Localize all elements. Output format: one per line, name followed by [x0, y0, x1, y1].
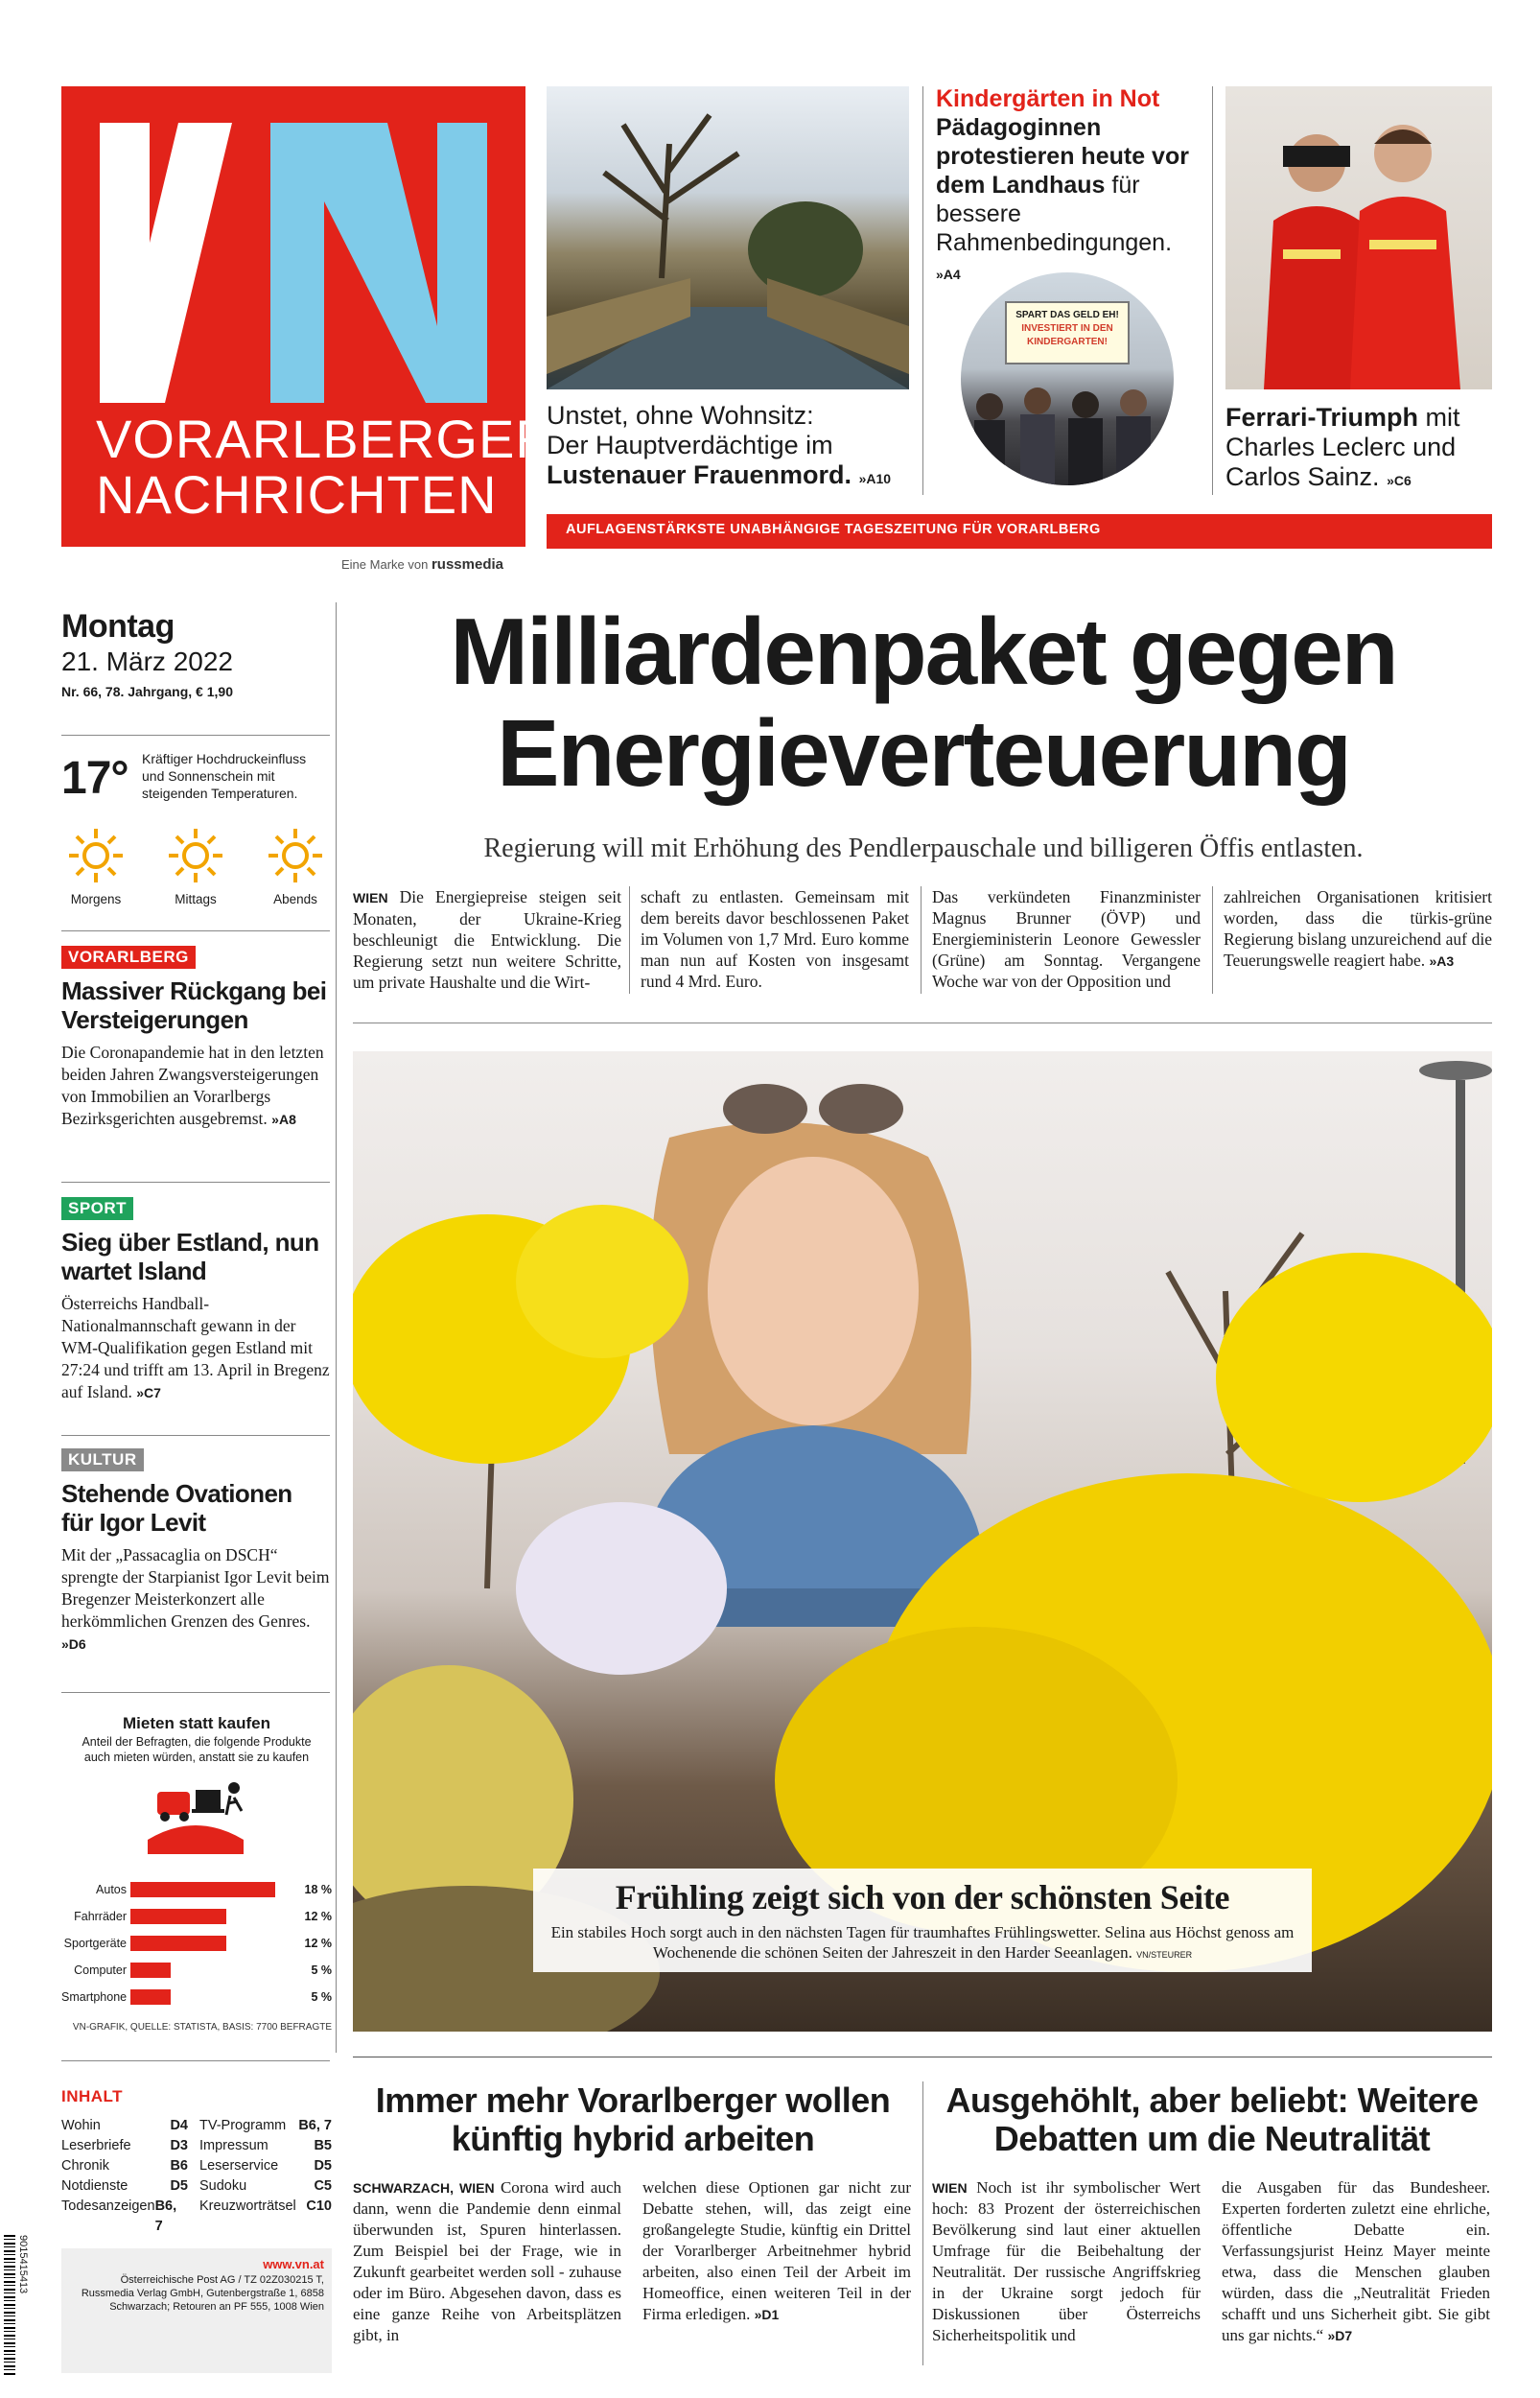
- toc-entry[interactable]: Todesanzeigen B6, 7: [61, 2198, 177, 2234]
- tree-icon: [547, 86, 909, 389]
- brand-name: russmedia: [431, 556, 503, 573]
- sun-icon: [167, 827, 224, 884]
- teaser-1-ref: »A10: [858, 471, 892, 486]
- chart-title: Mieten statt kaufen: [123, 1714, 270, 1732]
- article-neutrality-col-1-text: Noch ist ihr symbolischer Wert hoch: 83 Prozent der österreichischen Bevölkerung sind laut einer aktuellen Umfrage für die Beibehaltung der Neutralität. Der russische Angriffskrieg in der Ukraine sorgt jedoch für Diskussionen über Österreichs Sicherheitspolitik und: [932, 2178, 1201, 2344]
- chart-source: VN-GRAFIK, QUELLE: STATISTA, BASIS: 7700 BEFRAGTE: [72, 2022, 332, 2033]
- sidebar-story[interactable]: [61, 1197, 330, 1404]
- article-hybrid-col-2-text: welchen diese Optionen gar nicht zur Debatte stehen, will, das zeigt eine großangelegte Studie, künftig ein Drittel der Vorarlberger Arbeitnehmer hybrid arbeiten, also einen Teil der Arbeit im Homeoffice, einen weiteren Teil in der Firma erledigen.: [642, 2178, 911, 2323]
- drivers-icon: [1225, 86, 1492, 389]
- bottom-col-divider: [922, 2081, 923, 2365]
- imprint-text: Österreichische Post AG / TZ 02Z030215 T, Russmedia Verlag GmbH, Gutenbergstraße 1, 6858 Schwarzach; Retouren an PF 555, 1008 Wien: [81, 2274, 324, 2313]
- brand-line: [341, 556, 503, 573]
- teaser-2-ref: »A4: [936, 267, 961, 282]
- sidebar-divider-weather: [61, 930, 330, 931]
- article-neutrality-dateline: WIEN: [932, 2180, 968, 2196]
- sidebar-story-tag: VORARLBERG: [61, 946, 196, 969]
- article-neutrality-col-2: [1222, 2177, 1490, 2346]
- article-neutrality-col-1: [932, 2177, 1201, 2346]
- teaser-2-kicker: Kindergärten in Not: [936, 85, 1160, 112]
- article-hybrid-col-1-text: Corona wird auch dann, wenn die Pandemie denn einmal überwunden ist, Spuren hinterlassen. Zum Beispiel bei der Frage, wie in Zukunft gearbeitet werden soll - zuhause oder im Büro. Abgesehen davon, dass es eine ganze Reihe von Arbeitsplätzen gibt, in: [353, 2178, 621, 2344]
- chart-value-label: 18 %: [304, 1883, 332, 1896]
- weather-text: Kräftiger Hochdruckeinfluss und Sonnenschein mit steigenden Temperaturen.: [142, 751, 307, 801]
- sidebar-divider-1: [61, 1182, 330, 1183]
- lead-col-3: Das verkündeten Finanzminister Magnus Brunner (ÖVP) und Energieministerin Leonore Gewessler (Grüne) am Sonntag. Vergangene Woche war von der Opposition und: [932, 887, 1201, 991]
- sidebar-story[interactable]: [61, 1448, 330, 1656]
- chart-value-label: 5 %: [311, 1963, 332, 1977]
- lead-col-divider: [1212, 886, 1213, 994]
- sidebar-divider-issue: [61, 735, 330, 736]
- masthead-name-line1: VORARLBERGER: [96, 409, 555, 469]
- lead-col-1: [353, 886, 621, 993]
- article-hybrid-col-1: [353, 2177, 621, 2346]
- protest-sign: [1005, 301, 1130, 364]
- toc-entry[interactable]: Kreuzworträtsel C10: [199, 2198, 332, 2214]
- sidebar-story-ref: »D6: [61, 1636, 86, 1652]
- toc-box: [61, 2087, 332, 2237]
- chart-bar-row: [61, 1932, 332, 1957]
- lead-col-4: [1224, 886, 1492, 972]
- chart-bar: [130, 1882, 275, 1897]
- sidebar-story[interactable]: [61, 946, 330, 1131]
- teaser-3-bold: Ferrari-Triumph: [1225, 403, 1419, 432]
- imprint-url[interactable]: www.vn.at: [263, 2257, 324, 2271]
- toc-entry[interactable]: TV-Programm B6, 7: [199, 2118, 332, 2133]
- teaser-divider-1: [922, 86, 923, 495]
- photo-caption-text: Ein stabiles Hoch sorgt auch in den nächsten Tagen für traumhaftes Frühlingswetter. Selina aus Höchst genoss am Wochenende die schönen Seiten der Jahreszeit in den Harder Seeanlagen.: [550, 1923, 1295, 1962]
- teaser-3-ref: »C6: [1387, 473, 1412, 488]
- barcode-number: 9015415413: [17, 2235, 29, 2294]
- photo-credit: VN/STEURER: [1136, 1950, 1193, 1960]
- teaser-2-text[interactable]: [936, 84, 1201, 289]
- masthead-name-line2: NACHRICHTEN: [96, 464, 498, 525]
- sidebar-divider-3: [61, 1692, 330, 1693]
- sidebar-story-text: Österreichs Handball-Nationalmannschaft gewann in der WM-Qualifikation gegen Estland mit 27:24 und trifft am 13. April in Bregenz auf Island.: [61, 1294, 330, 1401]
- teaser-photo-ferrari[interactable]: [1225, 86, 1492, 389]
- vn-logo-icon: [61, 86, 525, 403]
- tagline-text: AUFLAGENSTÄRKSTE UNABHÄNGIGE TAGESZEITUNG FÜR VORARLBERG: [566, 522, 1101, 537]
- protest-sign-line2: INVESTIERT IN DEN KINDERGARTEN!: [1021, 323, 1113, 347]
- masthead-logo[interactable]: [61, 86, 555, 547]
- toc-entry[interactable]: Leserservice D5: [199, 2158, 332, 2174]
- issue-box: [61, 608, 330, 704]
- chart-bars: [61, 1878, 332, 2012]
- photo-caption: [533, 1869, 1312, 1972]
- photo-caption-head: Frühling zeigt sich von der schönsten Seite: [615, 1878, 1230, 1916]
- teaser-photo-protest[interactable]: [961, 272, 1174, 485]
- barcode-bars: [4, 2235, 15, 2375]
- toc-entry[interactable]: Chronik B6: [61, 2158, 188, 2174]
- sidebar-story-ref: »A8: [271, 1112, 296, 1127]
- toc-right: [199, 2116, 332, 2237]
- chart-category-label: Sportgeräte: [63, 1937, 127, 1950]
- toc-entry[interactable]: Leserbriefe D3: [61, 2138, 188, 2153]
- weather-label-noon: Mittags: [175, 892, 217, 906]
- teaser-2-rest: für bessere Rahmenbedingungen.: [936, 172, 1173, 256]
- sun-icon: [267, 827, 324, 884]
- sidebar-story-ref: »C7: [136, 1385, 161, 1400]
- lead-col-1-text: Die Energiepreise steigen seit Monaten, der Ukraine-Krieg beschleunigt die Entwicklung. Die Regierung setzt nun weitere Schritte, um private Haushalte und die Wirt-: [353, 887, 621, 992]
- barcode: [4, 2235, 29, 2375]
- chart-bar: [130, 1936, 226, 1951]
- chart-category-label: Computer: [74, 1963, 127, 1977]
- article-hybrid-ref[interactable]: »D1: [754, 2307, 780, 2322]
- toc-entry[interactable]: Impressum B5: [199, 2138, 332, 2153]
- teaser-3-text[interactable]: [1225, 403, 1494, 496]
- weather-label-morning: Morgens: [70, 892, 122, 906]
- chart-value-label: 12 %: [304, 1937, 332, 1950]
- teaser-1-line2: Der Hauptverdächtige im: [547, 431, 833, 459]
- issue-info: Nr. 66, 78. Jahrgang, € 1,90: [61, 684, 233, 699]
- imprint-box: [61, 2248, 332, 2373]
- article-hybrid-head: Immer mehr Vorarlberger wollen künftig hybrid arbeiten: [375, 2081, 891, 2158]
- toc-left: [61, 2116, 188, 2237]
- sidebar-divider-chart: [61, 2060, 330, 2061]
- teaser-1-bold: Lustenauer Frauenmord.: [547, 460, 852, 489]
- issue-date: 21. März 2022: [61, 647, 233, 676]
- lead-ref[interactable]: »A3: [1429, 953, 1455, 969]
- sidebar-story-tag: KULTUR: [61, 1448, 144, 1471]
- protest-sign-line1: SPART DAS GELD EH!: [1015, 310, 1119, 320]
- toc-entry[interactable]: Sudoku C5: [199, 2178, 332, 2194]
- weather-icons: [61, 827, 330, 913]
- weather-temp: 17°: [61, 753, 128, 804]
- chart-box: [61, 1713, 332, 2053]
- lead-col-divider: [629, 886, 630, 994]
- brand-prefix: Eine Marke von: [341, 557, 429, 572]
- weather-label-evening: Abends: [273, 892, 317, 906]
- article-hybrid[interactable]: [353, 2081, 913, 2346]
- teaser-2-bold: Pädagoginnen protestieren heute vor dem Landhaus: [936, 114, 1189, 199]
- article-neutrality[interactable]: [932, 2081, 1492, 2346]
- teaser-1-text[interactable]: [547, 401, 911, 494]
- sidebar-story-head: Sieg über Estland, nun wartet Island: [61, 1228, 319, 1285]
- lead-col-2: schaft zu entlasten. Gemeinsam mit dem bereits davor beschlossenen Paket im Volumen von 1,7 Mrd. Euro komme man nun auf Kosten von insgesamt rund 4 Mrd. Euro.: [641, 887, 909, 991]
- article-hybrid-dateline: SCHWARZACH, WIEN: [353, 2180, 495, 2196]
- chart-category-label: Autos: [96, 1883, 127, 1896]
- sidebar-right-border: [336, 602, 337, 2053]
- chart-value-label: 5 %: [311, 1990, 332, 2004]
- chart-bar-row: [61, 1878, 332, 1903]
- sidebar-divider-2: [61, 1435, 330, 1436]
- toc-entry[interactable]: Notdienste D5: [61, 2178, 188, 2194]
- lead-headline-line2: Energieverteuerung: [497, 700, 1350, 806]
- chart-bar-row: [61, 1959, 332, 1984]
- chart-bar-row: [61, 1905, 332, 1930]
- issue-weekday: Montag: [61, 608, 175, 645]
- sidebar-story-head: Stehende Ovationen für Igor Levit: [61, 1479, 292, 1537]
- rent-illustration-icon: [138, 1773, 253, 1859]
- teaser-1-line1: Unstet, ohne Wohnsitz:: [547, 401, 814, 430]
- teaser-3-rest: mit Charles Leclerc und Carlos Sainz.: [1225, 403, 1460, 491]
- crowd-icon: [961, 378, 1174, 485]
- teaser-divider-2: [1212, 86, 1213, 495]
- sidebar-story-head: Massiver Rückgang bei Versteigerungen: [61, 976, 327, 1034]
- lead-headline: [355, 600, 1492, 804]
- weather-box: [61, 750, 330, 913]
- lead-dateline: WIEN: [353, 890, 388, 905]
- teaser-photo-landscape[interactable]: [547, 86, 909, 389]
- article-neutrality-ref[interactable]: »D7: [1327, 2328, 1353, 2343]
- chart-category-label: Fahrräder: [74, 1910, 127, 1923]
- main-photo[interactable]: [353, 1051, 1492, 2032]
- chart-value-label: 12 %: [304, 1910, 332, 1923]
- sun-icon: [67, 827, 125, 884]
- sidebar-story-text: Die Coronapandemie hat in den letzten beiden Jahren Zwangsversteigerungen von Immobilien an Vorarlbergs Bezirksgerichten ausgebremst.: [61, 1043, 324, 1128]
- chart-bar: [130, 1963, 171, 1978]
- chart-subtitle: Anteil der Befragten, die folgende Produkte auch mieten würden, anstatt sie zu kaufen: [82, 1735, 312, 1764]
- chart-bar-row: [61, 1986, 332, 2010]
- article-neutrality-col-2-text: die Ausgaben für das Bundesheer. Experten forderten zuletzt eine ehrliche, öffentliche Debatte ein. Verfassungsjurist Heinz Mayer meinte etwa, dass die Menschen glauben würden, dass die „Neutralität Frieden schafft und uns Sicherheit gibt. Sie gibt uns gar nichts.“: [1222, 2178, 1490, 2344]
- article-neutrality-head: Ausgehöhlt, aber beliebt: Weitere Debatten um die Neutralität: [945, 2081, 1479, 2158]
- sidebar-story-tag: SPORT: [61, 1197, 133, 1220]
- chart-bar: [130, 1989, 171, 2005]
- lead-col-4-text: zahlreichen Organisationen kritisiert worden, dass die türkis-grüne Regierung bislang unzureichend auf die Teuerungswelle reagiert habe.: [1224, 887, 1492, 970]
- sidebar-story-text: Mit der „Passacaglia on DSCH“ sprengte der Starpianist Igor Levit beim Bregenzer Meisterkonzert alle herkömmlichen Grenzen des Genres.: [61, 1545, 330, 1631]
- tagline-bar: [547, 514, 1492, 549]
- lead-headline-line1: Milliardenpaket gegen: [450, 599, 1397, 704]
- lead-col-divider: [921, 886, 922, 994]
- lead-subhead: Regierung will mit Erhöhung des Pendlerpauschale und billigeren Öffis entlasten.: [483, 834, 1364, 863]
- article-hybrid-col-2: [642, 2177, 911, 2346]
- toc-entry[interactable]: Wohin D4: [61, 2118, 188, 2133]
- chart-bar: [130, 1909, 226, 1924]
- toc-title: INHALT: [61, 2087, 124, 2105]
- chart-category-label: Smartphone: [61, 1990, 128, 2004]
